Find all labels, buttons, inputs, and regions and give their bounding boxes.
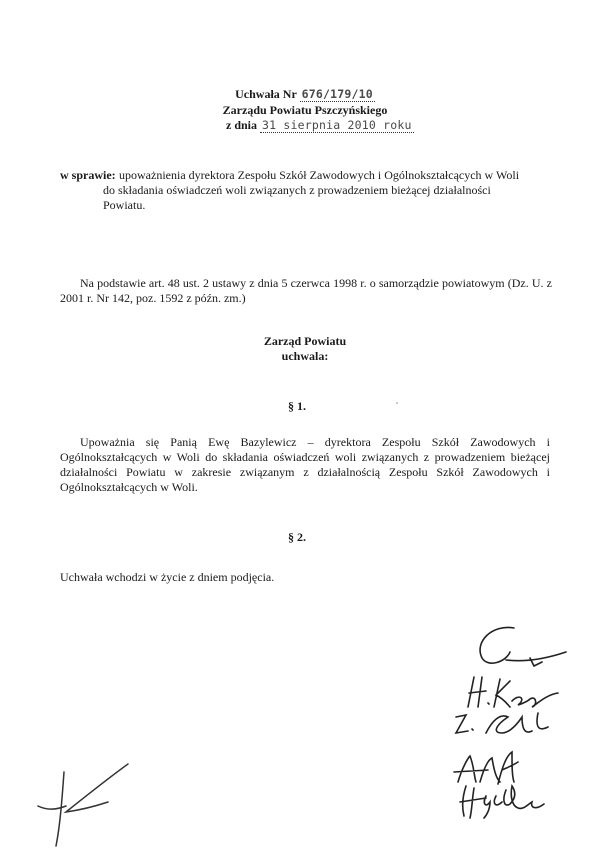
legal-basis: Na podstawie art. 48 ust. 2 ustawy z dnia 5 czerwca 1998 r. o samorządzie powiatowym (Dz. U. z 2001 r. Nr 142, poz. 1592 z późn. zm.) <box>60 276 552 305</box>
section-1-text: Upoważnia się Panią Ewę Bazylewicz – dyrektora Zespołu Szkół Zawodowych i Ogólnokształcących w Woli do składania oświadczeń woli związanych z prowadzeniem bieżącej działalności Powiatu w zakresie związanym z działalnością Zespołu Szkół Zawodowych i Ogólnokształcących w Woli. <box>60 435 550 494</box>
subject-continuation: do składania oświadczeń woli związanych z prowadzeniem bieżącej działalności Powiatu. <box>103 183 491 212</box>
board-heading: Zarząd Powiatu <box>263 334 347 348</box>
signature-1 <box>472 622 572 676</box>
resolution-title <box>0 87 610 102</box>
resolution-number: 676/179/10 <box>301 87 373 101</box>
title-prefix: Uchwała Nr <box>235 87 297 101</box>
resolution-date <box>226 118 414 133</box>
subject-label: w sprawie: <box>60 168 116 182</box>
initial-bottom-left <box>36 760 136 854</box>
signature-3 <box>452 703 562 747</box>
section-1-heading: § 1. <box>288 399 306 413</box>
subject-line-1: upoważnienia dyrektora Zespołu Szkół Zawodowych i Ogólnokształcących w Woli <box>119 168 520 182</box>
date-prefix: z dnia <box>226 118 258 132</box>
section-2-text: Uchwała wchodzi w życie z dniem podjęcia. <box>60 570 275 584</box>
signature-5 <box>456 780 556 824</box>
section-2-heading: § 2. <box>288 530 306 544</box>
resolves-heading: uchwala: <box>281 349 329 363</box>
board-name <box>0 103 610 118</box>
scan-speck <box>396 402 398 404</box>
board-name-text: Zarządu Powiatu Pszczyńskiego <box>222 103 388 117</box>
date-value: 31 sierpnia 2010 roku <box>262 118 412 132</box>
